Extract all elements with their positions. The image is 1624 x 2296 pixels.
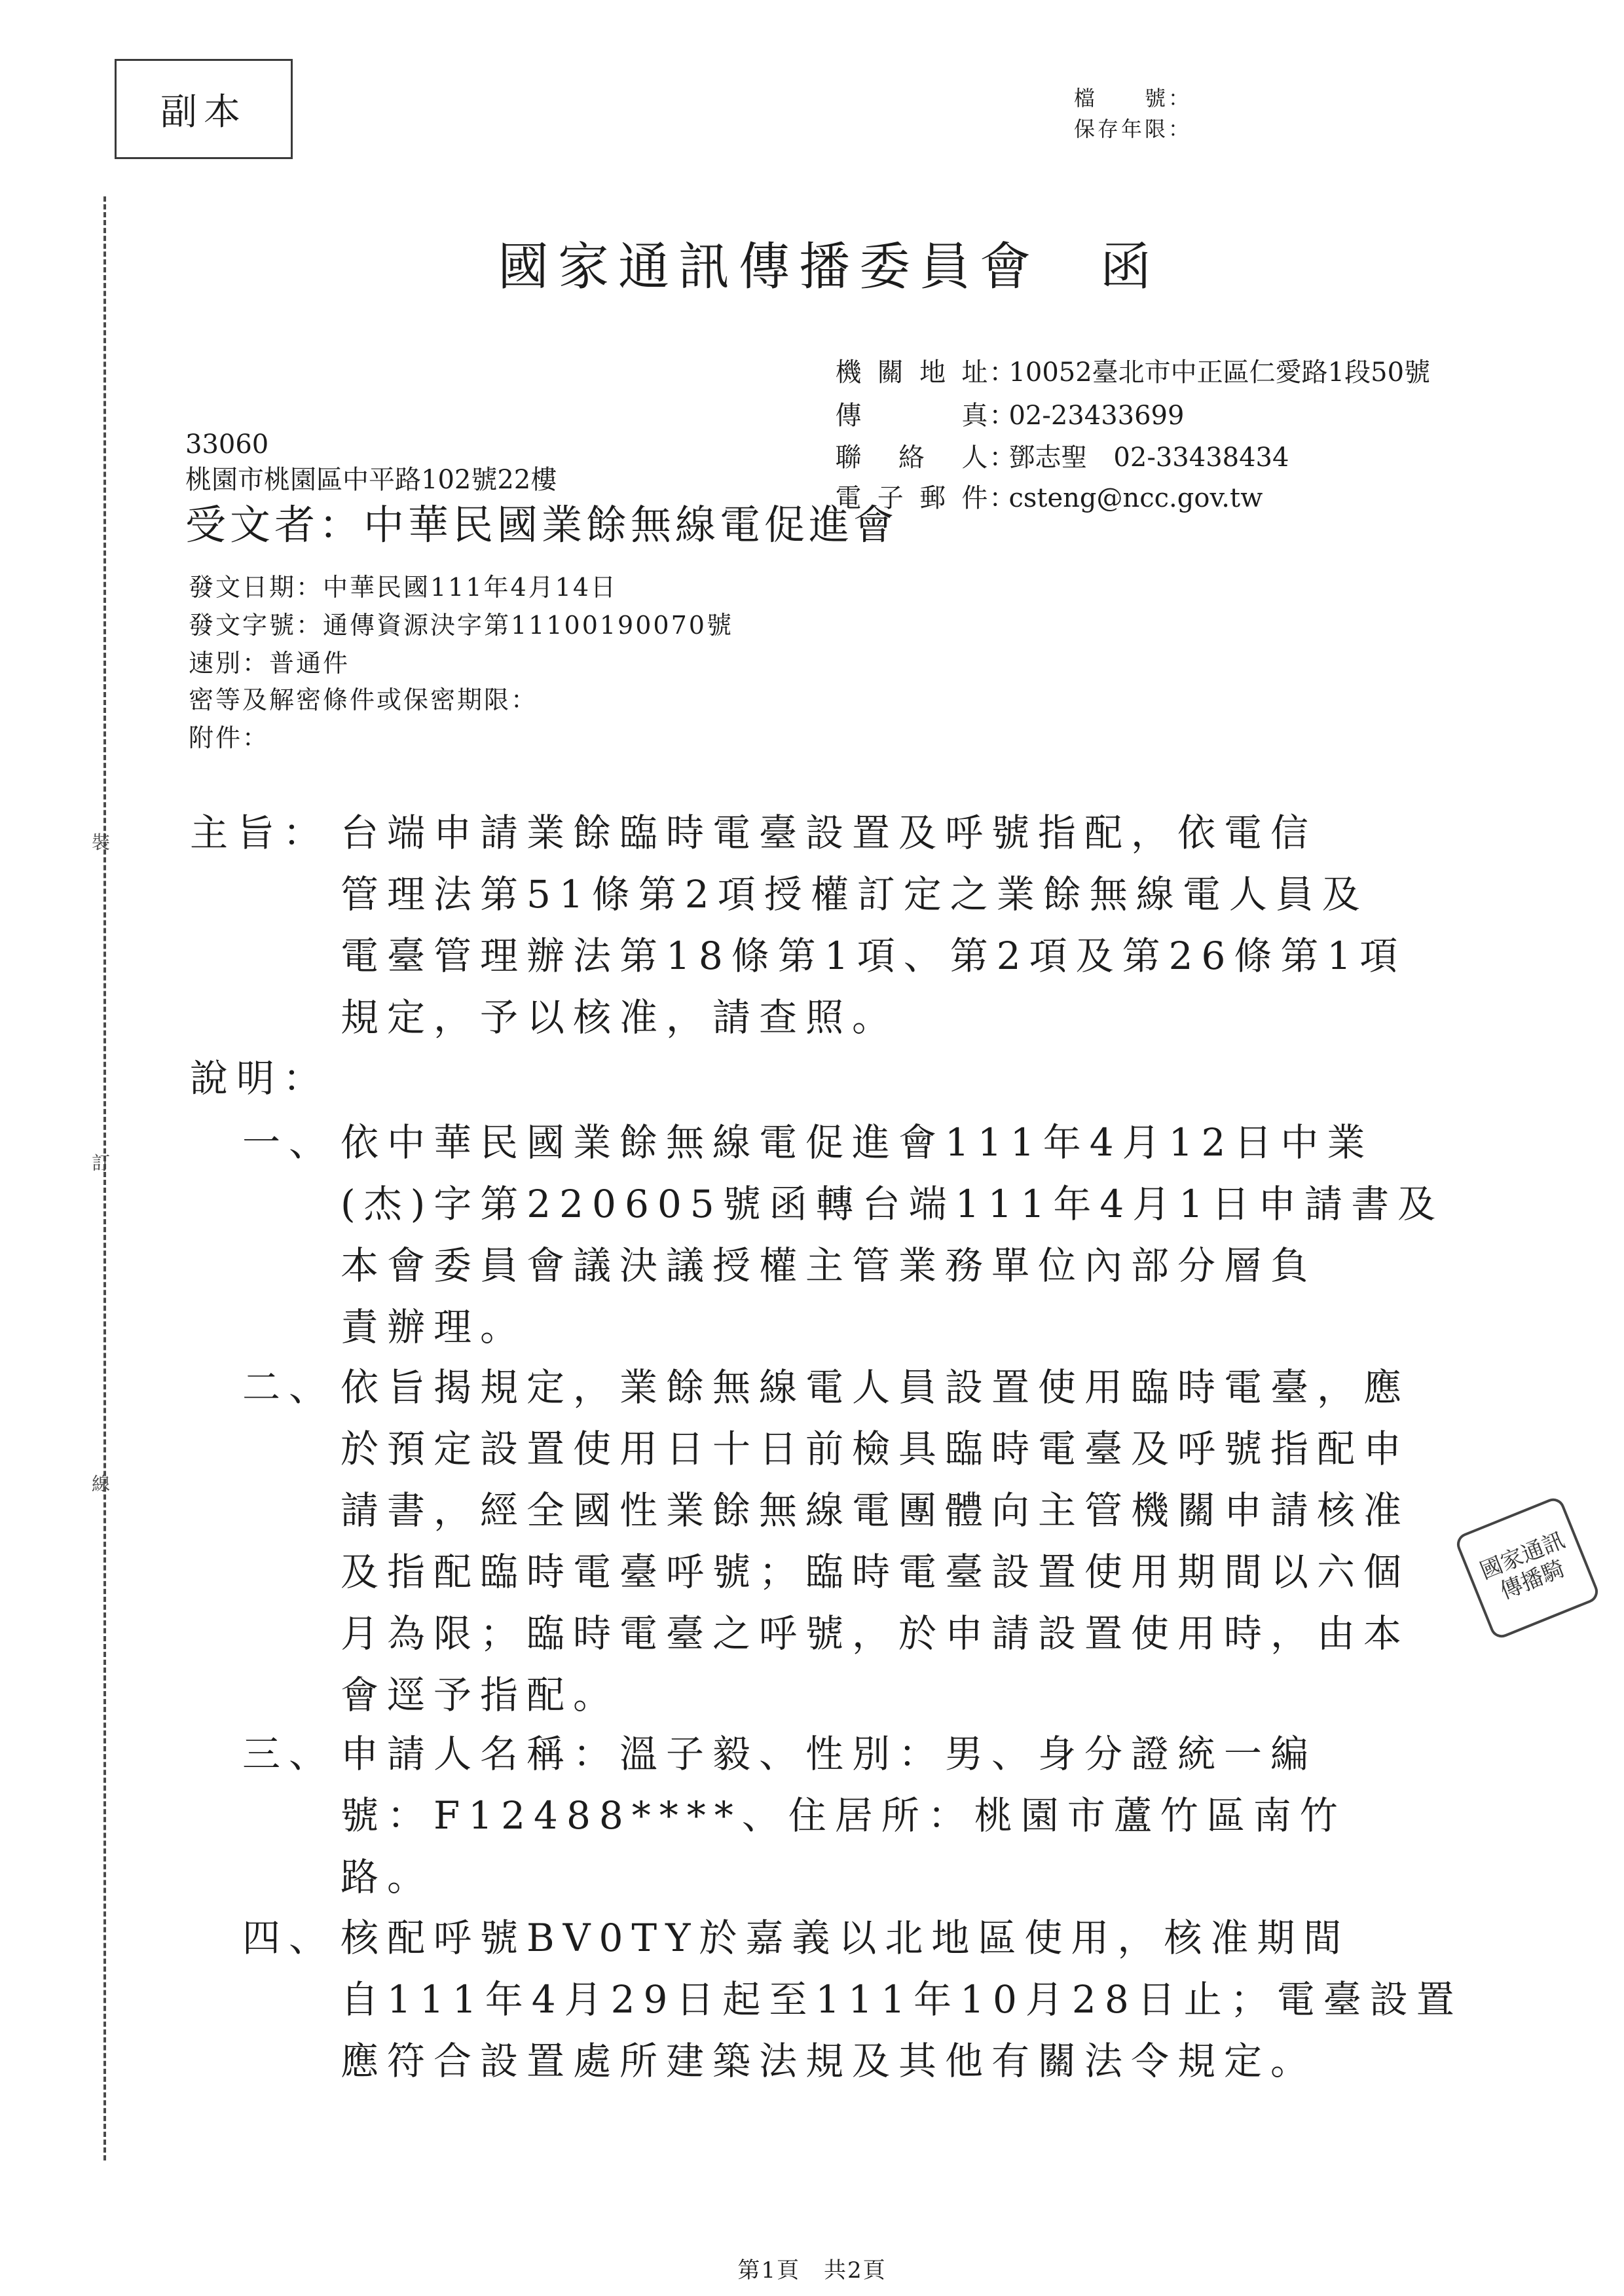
contact-value: 02-23433699 [1008,401,1185,431]
item-number: 三、 [242,1732,336,1776]
item-number: 一、 [242,1120,336,1165]
seal-text: 國家通訊傳播騎 [1476,1527,1569,1605]
contact-label: 機關地址 [835,357,989,388]
item-line: 依旨揭規定，業餘無線電人員設置使用臨時電臺，應 [341,1365,1411,1410]
binding-mark-ding: 訂 [92,1152,111,1174]
explanation-item-3 [341,1723,1346,1908]
explanation-item-4 [341,1907,1463,2092]
retention-label: 保存年限： [1074,117,1192,141]
delivery-speed: 速別：普通件 [189,649,350,678]
contact-address-row: 機關地址：10052臺北市中正區仁愛路1段50號 [819,308,1430,394]
secrecy-level: 密等及解密條件或保密期限： [189,685,538,714]
contact-label: 電子郵件 [835,483,989,513]
item-line: 及指配臨時電臺呼號；臨時電臺設置使用期間以六個 [341,1550,1411,1594]
file-number-label: 檔 號： [1074,86,1192,111]
item-line: 月為限；臨時電臺之呼號，於申請設置使用時，由本 [341,1611,1411,1656]
subject-line: 電臺管理辦法第18條第1項、第2項及第26條第1項 [341,934,1407,978]
contact-email-row: 電子郵件：csteng@ncc.gov.tw [819,433,1263,520]
binding-mark-zhuang: 裝 [92,831,111,853]
contact-label: 聯絡人 [835,443,989,473]
item-line: (杰)字第220605號函轉台端111年4月1日申請書及 [341,1182,1445,1226]
official-seal-stamp [1454,1495,1602,1641]
subject-label: 主旨： [190,811,330,855]
subject-line: 管理法第51條第2項授權訂定之業餘無線電人員及 [341,872,1369,917]
explanation-item-1 [341,1112,1444,1358]
recipient-postal-code: 33060 [185,429,269,460]
item-line: 應符合設置處所建築法規及其他有關法令規定。 [341,2039,1318,2083]
item-line: 本會委員會議決議授權主管業務單位內部分層負 [341,1243,1318,1288]
subject-line: 台端申請業餘臨時電臺設置及呼號指配，依電信 [341,811,1318,855]
binding-line [103,196,106,2160]
issue-date: 發文日期：中華民國111年4月14日 [189,573,618,602]
page-footer: 第1頁 共2頁 [737,2257,887,2284]
contact-value: 10052臺北市中正區仁愛路1段50號 [1008,357,1431,388]
subject-line: 規定，予以核准，請查照。 [341,995,899,1040]
contact-value: 鄧志聖 02-33438434 [1008,443,1289,473]
contact-person-row: 聯絡人：鄧志聖 02-33438434 [819,393,1289,479]
contact-label: 傳真 [835,401,989,431]
item-number: 四、 [242,1916,336,1960]
item-line: 核配呼號BV0TY於嘉義以北地區使用，核准期間 [341,1916,1350,1960]
document-number: 發文字號：通傳資源決字第11100190070號 [189,611,733,640]
item-line: 請書，經全國性業餘無線電團體向主管機關申請核准 [341,1488,1411,1533]
item-line: 依中華民國業餘無線電促進會111年4月12日中業 [341,1120,1374,1165]
explanation-label: 說明： [190,1056,330,1101]
item-line: 路。 [341,1855,434,1899]
subject-text [341,802,1406,1048]
item-line: 於預定設置使用日十日前檢具臨時電臺及呼號指配申 [341,1427,1411,1471]
contact-value: csteng@ncc.gov.tw [1008,483,1263,513]
document-title: 國家通訊傳播委員會 函 [498,238,1161,297]
item-line: 申請人名稱：溫子毅、性別：男、身分證統一編 [341,1732,1318,1776]
item-line: 號：F12488****、住居所：桃園市蘆竹區南竹 [341,1793,1346,1838]
attachment: 附件： [189,723,270,752]
recipient-address: 桃園市桃園區中平路102號22樓 [185,465,557,495]
binding-mark-xian: 線 [92,1473,111,1495]
recipient: 受文者：中華民國業餘無線電促進會 [185,501,898,549]
item-line: 責辦理。 [341,1305,527,1349]
item-number: 二、 [242,1365,336,1410]
item-line: 會逕予指配。 [341,1673,620,1717]
copy-label: 副本 [115,59,293,159]
item-line: 自111年4月29日起至111年10月28日止；電臺設置 [341,1977,1463,2022]
explanation-item-2 [341,1357,1410,1726]
contact-fax-row: 傳真：02-23433699 [819,351,1184,437]
